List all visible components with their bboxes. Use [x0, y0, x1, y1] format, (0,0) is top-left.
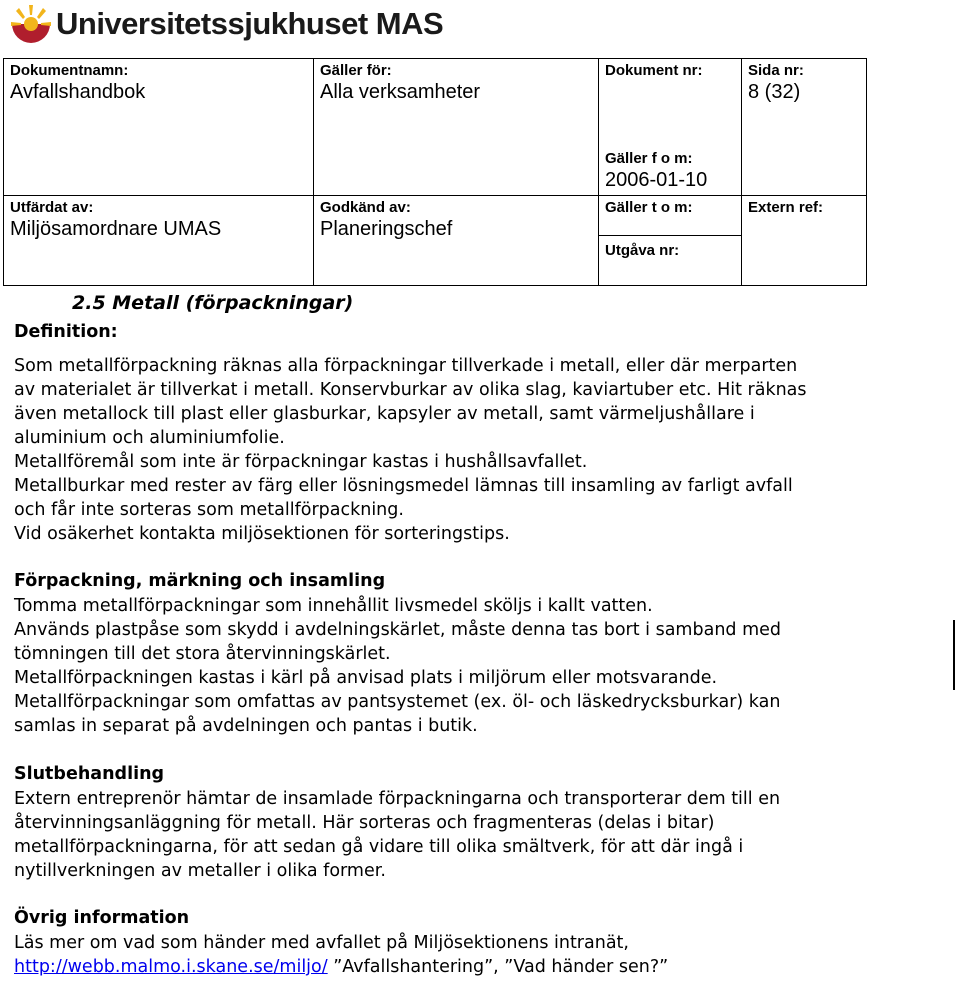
valid-from-label: Gäller f o m:	[605, 149, 693, 167]
approved-label: Godkänd av:	[320, 198, 411, 216]
packaging-line: Tomma metallförpackningar som innehållit livsmedel sköljs i kallt vatten.	[14, 596, 653, 616]
definition-line: Som metallförpackning räknas alla förpackningar tillverkade i metall, eller där merparten	[14, 356, 798, 376]
doc-no-label: Dokument nr:	[605, 62, 703, 79]
edition-cell	[599, 235, 742, 285]
applies-label: Gäller för:	[320, 62, 392, 79]
packaging-line: Används plastpåse som skydd i avdelningskärlet, måste denna tas bort i samband med	[14, 620, 782, 640]
definition-line: och får inte sorteras som metallförpackning.	[14, 500, 404, 520]
final-treatment-line: återvinningsanläggning för metall. Här sorteras och fragmenteras (delas i bitar)	[14, 813, 715, 833]
valid-from-value: 2006-01-10	[605, 168, 708, 191]
valid-to-cell	[599, 195, 742, 235]
valid-to-label: Gäller t o m:	[605, 198, 693, 216]
doc-name-cell	[4, 59, 314, 196]
packaging-line: Metallförpackningen kastas i kärl på anvisad plats i miljörum eller motsvarande.	[14, 668, 718, 688]
other-info-line: Läs mer om vad som händer med avfallet på Miljösektionens intranät,	[14, 933, 629, 953]
document-header-table	[3, 58, 867, 286]
applies-value: Alla verksamheter	[320, 81, 481, 103]
issued-label: Utfärdat av:	[10, 198, 94, 216]
page-value: 8 (32)	[748, 81, 801, 103]
issued-value: Miljösamordnare UMAS	[10, 217, 222, 240]
definition-line: aluminium och aluminiumfolie.	[14, 428, 285, 448]
sun-logo-icon	[10, 3, 52, 45]
definition-line: även metallock till plast eller glasburkar, kapsyler av metall, samt värmeljushållare i	[14, 404, 755, 424]
extern-ref-cell	[742, 195, 867, 285]
issued-cell	[4, 195, 314, 285]
other-info-tail: ”Avfallshantering”, ”Vad händer sen?”	[327, 957, 669, 977]
final-treatment-line: Extern entreprenör hämtar de insamlade förpackningarna och transporterar dem till en	[14, 789, 781, 809]
doc-no-cell	[599, 59, 742, 150]
section-title: 2.5 Metall (förpackningar)	[72, 292, 354, 314]
edition-label: Utgåva nr:	[605, 241, 680, 259]
doc-name-label: Dokumentnamn:	[10, 62, 129, 79]
definition-line: Vid osäkerhet kontakta miljösektionen för sorteringstips.	[14, 524, 510, 544]
hospital-logo	[10, 2, 443, 46]
definition-line: Metallföremål som inte är förpackningar kastas i hushållsavfallet.	[14, 452, 588, 472]
final-treatment-heading: Slutbehandling	[14, 764, 165, 784]
doc-name-value: Avfallshandbok	[10, 81, 146, 103]
extern-ref-label: Extern ref:	[748, 198, 824, 216]
page-cell	[742, 59, 867, 196]
other-info-link-line	[14, 955, 668, 979]
final-treatment-line: nytillverkningen av metaller i olika former.	[14, 861, 386, 881]
definition-line: Metallburkar med rester av färg eller lösningsmedel lämnas till insamling av farligt avfall	[14, 476, 793, 496]
hospital-name: Universitetssjukhuset MAS	[56, 6, 444, 41]
approved-cell	[314, 195, 599, 285]
page-label: Sida nr:	[748, 62, 804, 79]
packaging-line: Metallförpackningar som omfattas av pantsystemet (ex. öl- och läskedrycksburkar) kan	[14, 692, 781, 712]
revision-change-bar	[953, 620, 955, 690]
packaging-line: samlas in separat på avdelningen och pantas i butik.	[14, 716, 478, 736]
final-treatment-line: metallförpackningarna, för att sedan gå vidare till olika smältverk, för att där ingå i	[14, 837, 744, 857]
approved-value: Planeringschef	[320, 217, 453, 240]
packaging-line: tömningen till det stora återvinningskärlet.	[14, 644, 391, 664]
valid-from-cell	[599, 150, 742, 196]
definition-heading: Definition:	[14, 322, 118, 342]
miljo-intranet-link[interactable]: http://webb.malmo.i.skane.se/miljo/	[14, 957, 328, 977]
other-info-heading: Övrig information	[14, 908, 190, 928]
packaging-heading: Förpackning, märkning och insamling	[14, 571, 386, 591]
applies-cell	[314, 59, 599, 196]
definition-line: av materialet är tillverkat i metall. Konservburkar av olika slag, kaviartuber etc. Hit räknas	[14, 380, 807, 400]
